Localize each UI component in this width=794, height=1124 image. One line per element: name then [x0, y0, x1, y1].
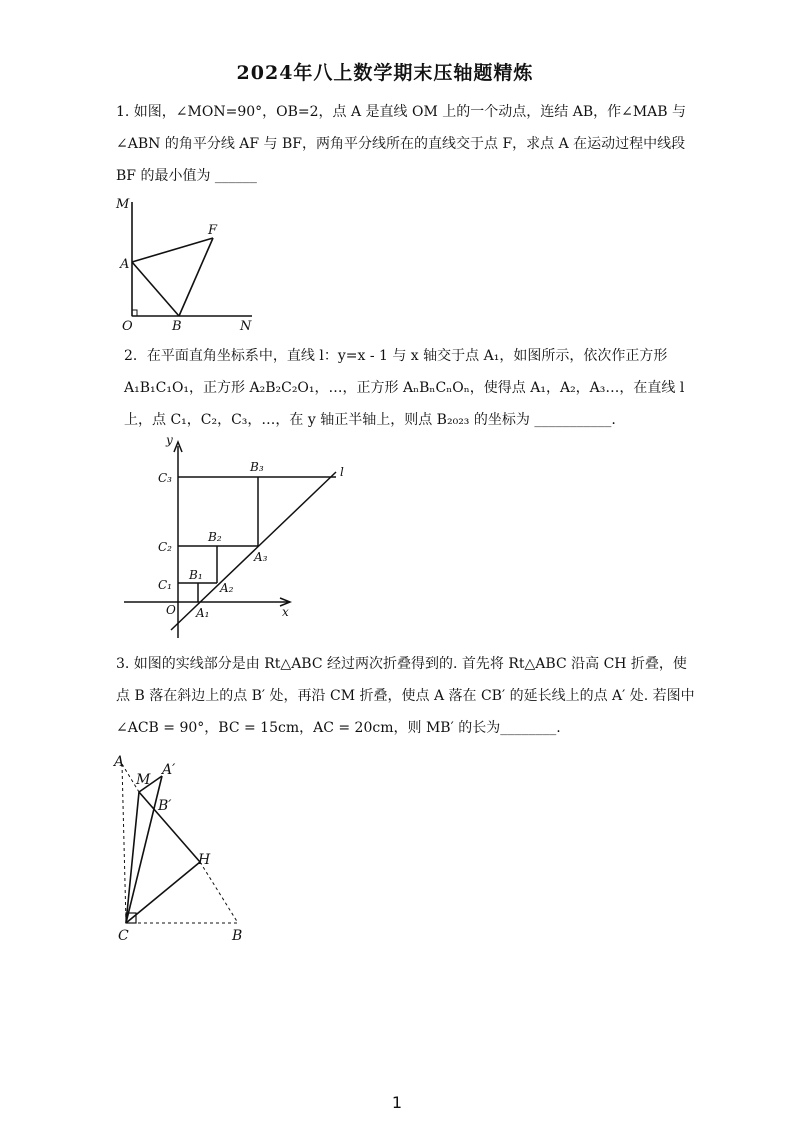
label-C3b: C [118, 928, 129, 944]
label-B: B [172, 319, 182, 334]
label-M3: M [136, 772, 151, 788]
label-M: M [116, 197, 130, 212]
page-title: 2024年八上数学期末压轴题精炼 [236, 62, 534, 84]
label-N: N [240, 319, 252, 334]
label-A-prime: A′ [162, 762, 176, 778]
problem-1-text: 1. 如图，∠MON=90°，OB=2，点 A 是直线 OM 上的一个动点，连结 AB，作∠MAB 与∠ABN 的角平分线 AF 与 BF，两角平分线所在的直线交于点 F，求点 A 在运动过程中线段 BF 的最小值为 ______ [116, 104, 687, 184]
label-C1: C₁ [158, 578, 172, 592]
label-B3: B₃ [250, 460, 264, 474]
label-A: A [120, 257, 130, 272]
label-y: y [166, 434, 173, 447]
label-B1: B₁ [189, 568, 203, 582]
label-F: F [208, 223, 218, 238]
label-A3: A₃ [254, 550, 268, 564]
problem-2-text: 2．在平面直角坐标系中，直线 l：y=x - 1 与 x 轴交于点 A₁，如图所示，依次作正方形 A₁B₁C₁O₁，正方形 A₂B₂C₂O₁，…，正方形 AₙBₙCₙOₙ，使得点 A₁，A₂，A₃…，在直线 l 上，点 C₁，C₂，C₃，…，在 y 轴正半轴上，则点 B₂₀₂₃ 的坐标为 ___________. [124, 348, 685, 428]
label-A3a: A [114, 754, 125, 770]
problem-1-figure [112, 192, 262, 334]
label-C3: C₃ [158, 471, 172, 485]
label-A1: A₁ [196, 606, 210, 620]
label-O: O [122, 319, 133, 334]
problem-3-text: 3. 如图的实线部分是由 Rt△ABC 经过两次折叠得到的. 首先将 Rt△ABC 沿高 CH 折叠，使点 B 落在斜边上的点 B′ 处，再沿 CM 折叠，使点 A 落在 CB′ 的延长线上的点 A′ 处. 若图中 ∠ACB = 90°，BC = 15cm，AC = 20cm，则 MB′ 的长为________. [116, 656, 695, 736]
label-H: H [198, 852, 211, 868]
problem-3-figure [108, 750, 258, 946]
label-l: l [340, 465, 344, 479]
label-A2: A₂ [220, 581, 234, 595]
label-B3b: B [232, 928, 243, 944]
label-C2: C₂ [158, 540, 172, 554]
problem-2-figure [116, 434, 356, 640]
label-B-prime: B′ [158, 798, 172, 814]
label-x: x [282, 605, 289, 619]
label-O2: O [166, 603, 176, 617]
page-number: 1 [391, 1093, 403, 1112]
label-B2: B₂ [208, 530, 222, 544]
